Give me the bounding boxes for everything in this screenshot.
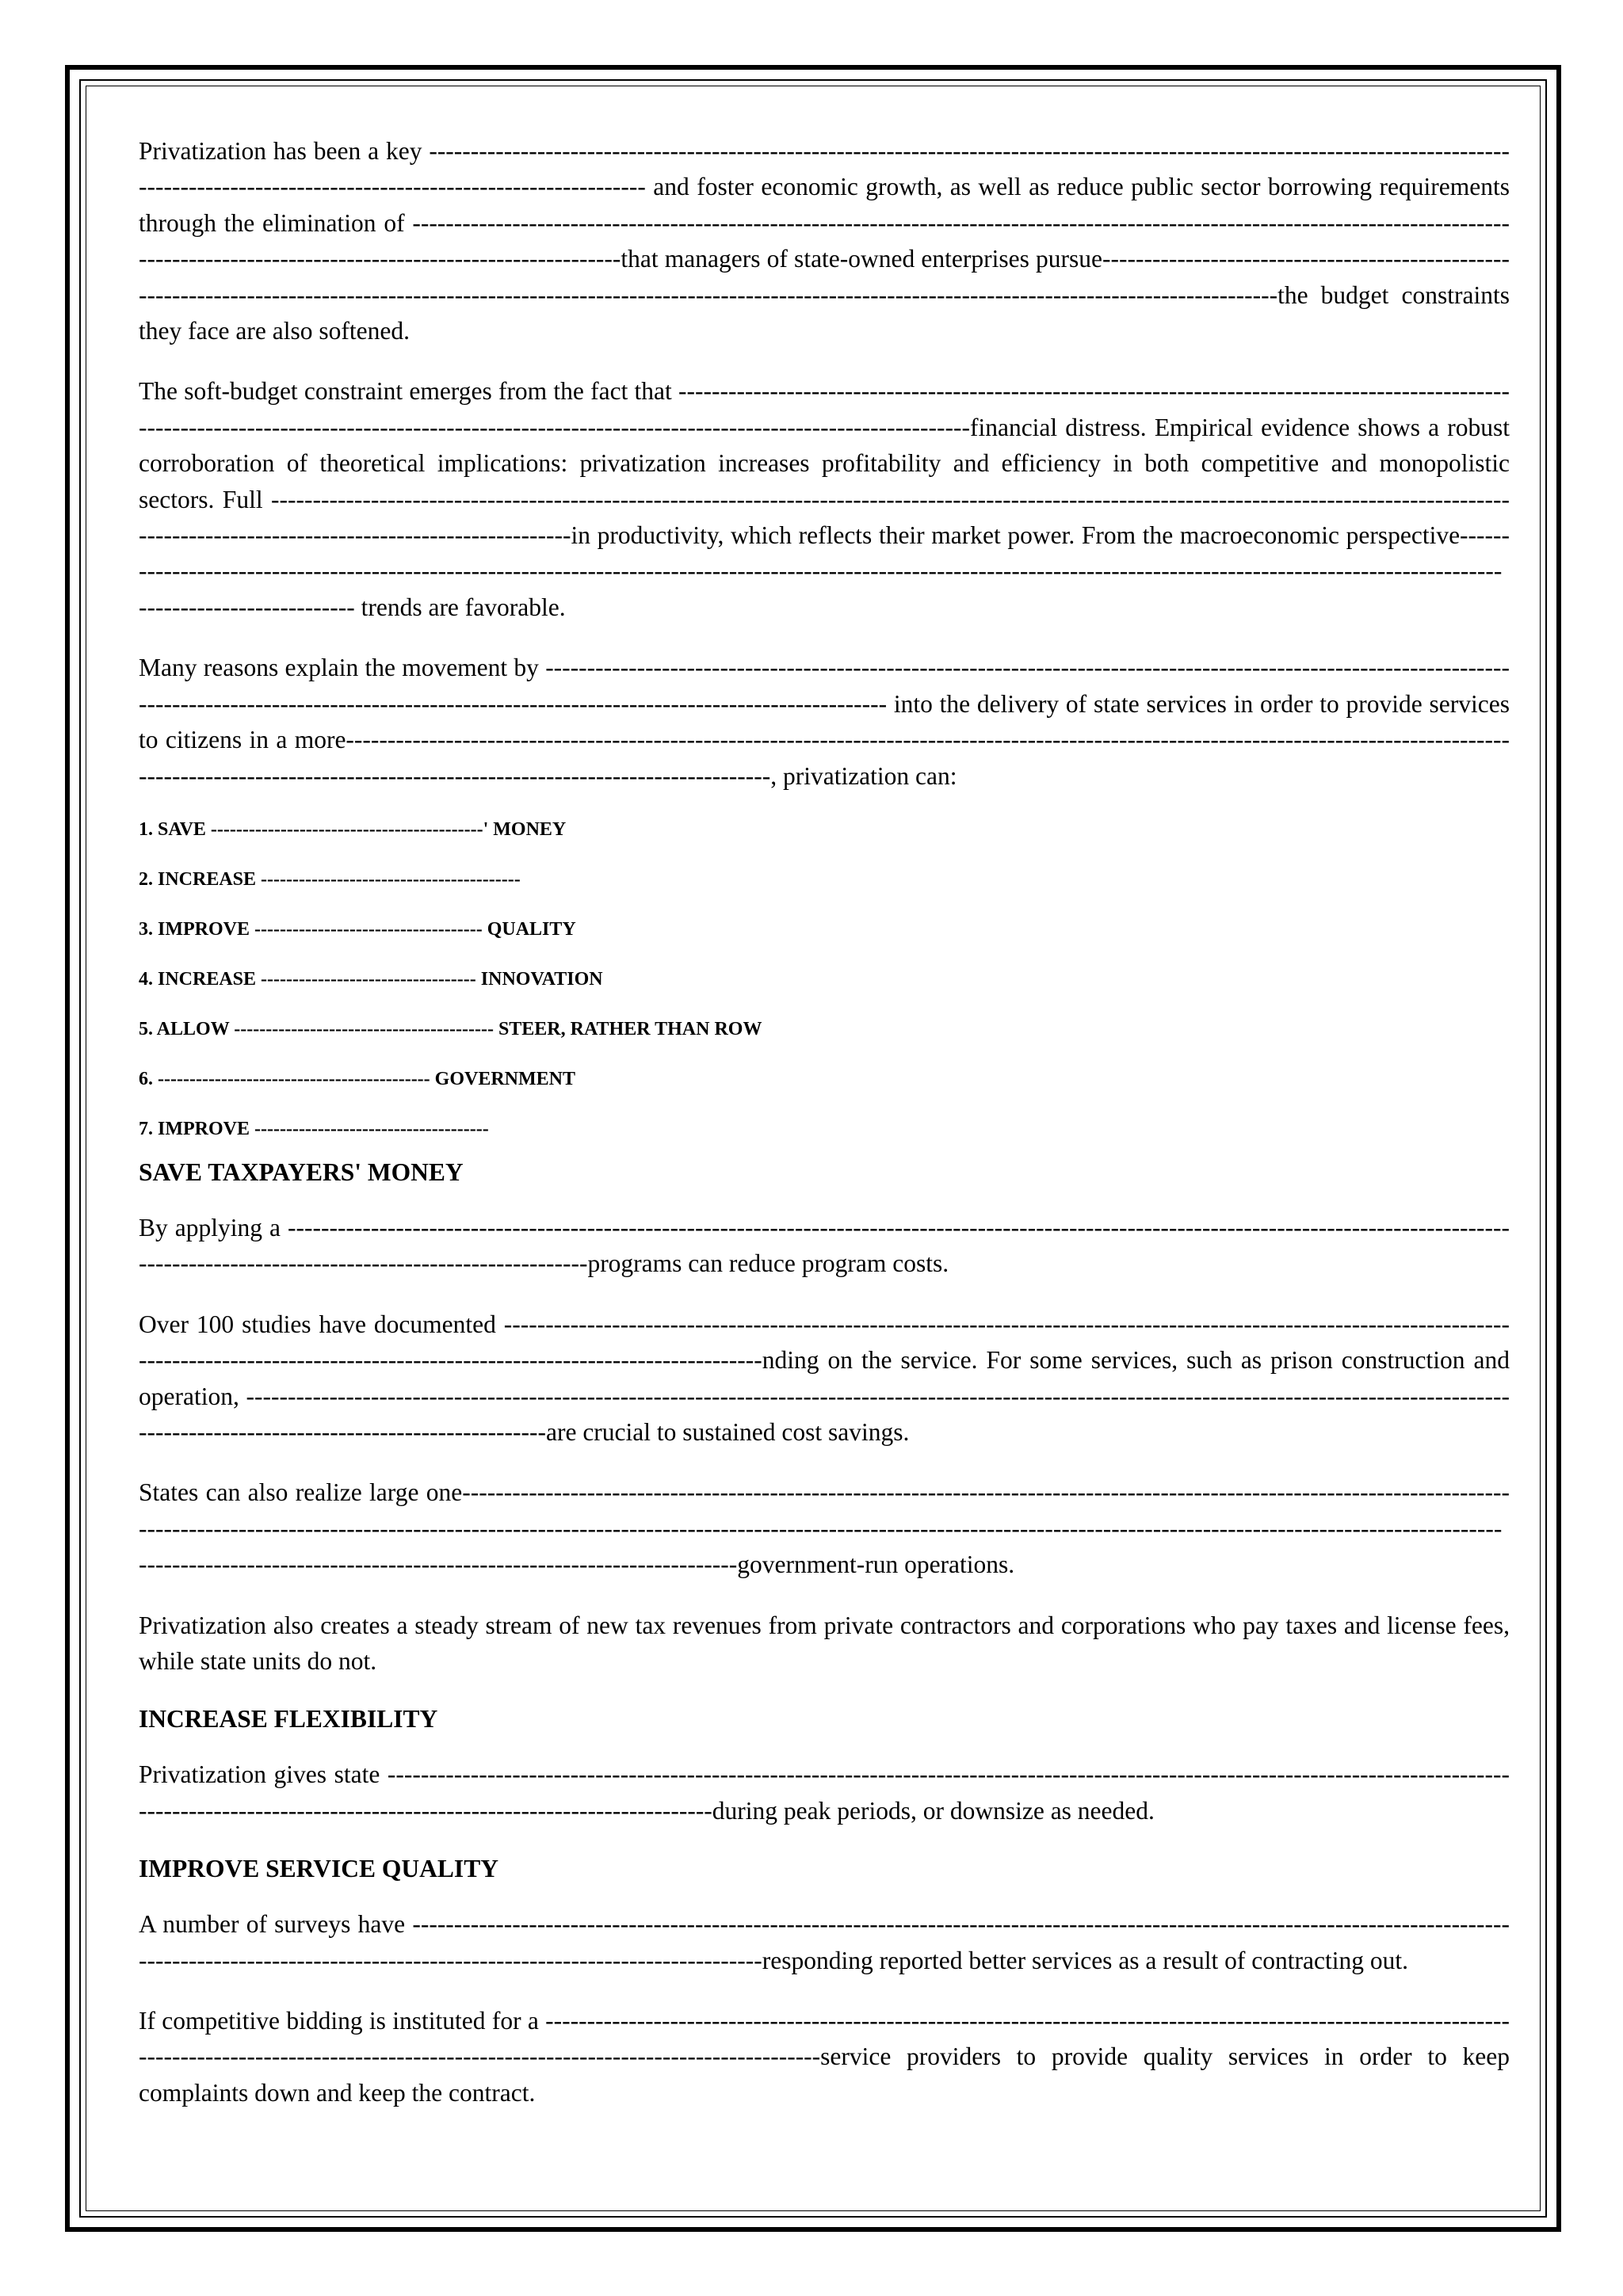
intro-paragraph-1: Privatization has been a key ----------------------------------------------------------------------------------------------------------------------------------------------------------------------------------------------- and foster economic growth, as well as reduce public sector borrowing requirements through the elimination of ----------------------------------------------------------------------------------------------------------------------------------------------------------------------------------------------that managers of state-owned enterprises pursue------------------------------------------------------------------------------------------------------------------------------------------------------------------------------------------the budget constraints they face are also softened. — [139, 137, 1510, 345]
section-paragraph: By applying a ---------------------------------------------------------------------------------------------------------------------------------------------------------------------------------------------------------programs can reduce program costs. — [139, 1213, 1510, 1278]
list-item: 3. IMPROVE ------------------------------------ QUALITY — [139, 918, 576, 940]
list-item: 1. SAVE -------------------------------------------' MONEY — [139, 818, 567, 840]
document-body — [139, 133, 1510, 2135]
reasons-list — [139, 818, 1510, 1140]
section-paragraph: A number of surveys have ---------------------------------------------------------------------------------------------------------------------------------------------------------------------------------------------------------------responding reported better services as a result of contracting out. — [139, 1910, 1510, 1974]
list-item: 5. ALLOW ----------------------------------------- STEER, RATHER THAN ROW — [139, 1018, 762, 1039]
section-paragraph: Over 100 studies have documented ----------------------------------------------------------------------------------------------------------------------------------------------------------------------------------------------------nding on the service. For some services, such as prison construction and operation, ---------------------------------------------------------------------------------------------------------------------------------------------------------------------------------------------------------are crucial to sustained cost savings. — [139, 1310, 1510, 1446]
section-heading-improve-service-quality: IMPROVE SERVICE QUALITY — [139, 1855, 498, 1883]
section-paragraph: States can also realize large one--------------------------------------------------------------------------------------------------------------------------------------------------------------------------------------------------------------------------------------------------------------------------------------------------------------------------------------------------------------------------government-run operations. — [139, 1478, 1510, 1579]
section-paragraph: If competitive bidding is instituted for a ------------------------------------------------------------------------------------------------------------------------------------------------------------------------------------------------------service providers to provide quality services in order to keep complaints down and keep the contract. — [139, 2007, 1510, 2107]
list-item: 2. INCREASE ----------------------------------------- — [139, 868, 521, 890]
section-heading-increase-flexibility: INCREASE FLEXIBILITY — [139, 1705, 438, 1733]
section-heading-save-taxpayers-money: SAVE TAXPAYERS' MONEY — [139, 1158, 464, 1186]
list-item: 6. ------------------------------------------- GOVERNMENT — [139, 1068, 576, 1089]
list-item: 7. IMPROVE ------------------------------------- — [139, 1118, 489, 1139]
intro-paragraph-3: Many reasons explain the movement by -------------------------------------------------------------------------------------------------------------------------------------------------------------------------------------------------------------- into the delivery of state services in order to provide services to citizens in a more------------------------------------------------------------------------------------------------------------------------------------------------------------------------------------------------------------------------, privatization can: — [139, 654, 1510, 790]
section-paragraph: Privatization gives state ------------------------------------------------------------------------------------------------------------------------------------------------------------------------------------------------------------during peak periods, or downsize as needed. — [139, 1760, 1510, 1825]
list-item: 4. INCREASE ---------------------------------- INNOVATION — [139, 968, 603, 990]
intro-paragraph-2: The soft-budget constraint emerges from the fact that --------------------------------------------------------------------------------------------------------------------------------------------------------------------------------------------------------financial distress. Empirical evidence shows a robust corroboration of theoretical implications: privatization increases profitability and efficiency in both competitive and monopolistic sectors. Full ---------------------------------------------------------------------------------------------------------------------------------------------------------------------------------------------------------in productivity, which reflects their market power. From the macroeconomic perspective---------------------------------------------------------------------------------------------------------------------------------------------------------------------------------------------------- trends are favorable. — [139, 377, 1510, 621]
section-paragraph: Privatization also creates a steady stream of new tax revenues from private contractors and corporations who pay taxes and license fees, while state units do not. — [139, 1611, 1510, 1675]
